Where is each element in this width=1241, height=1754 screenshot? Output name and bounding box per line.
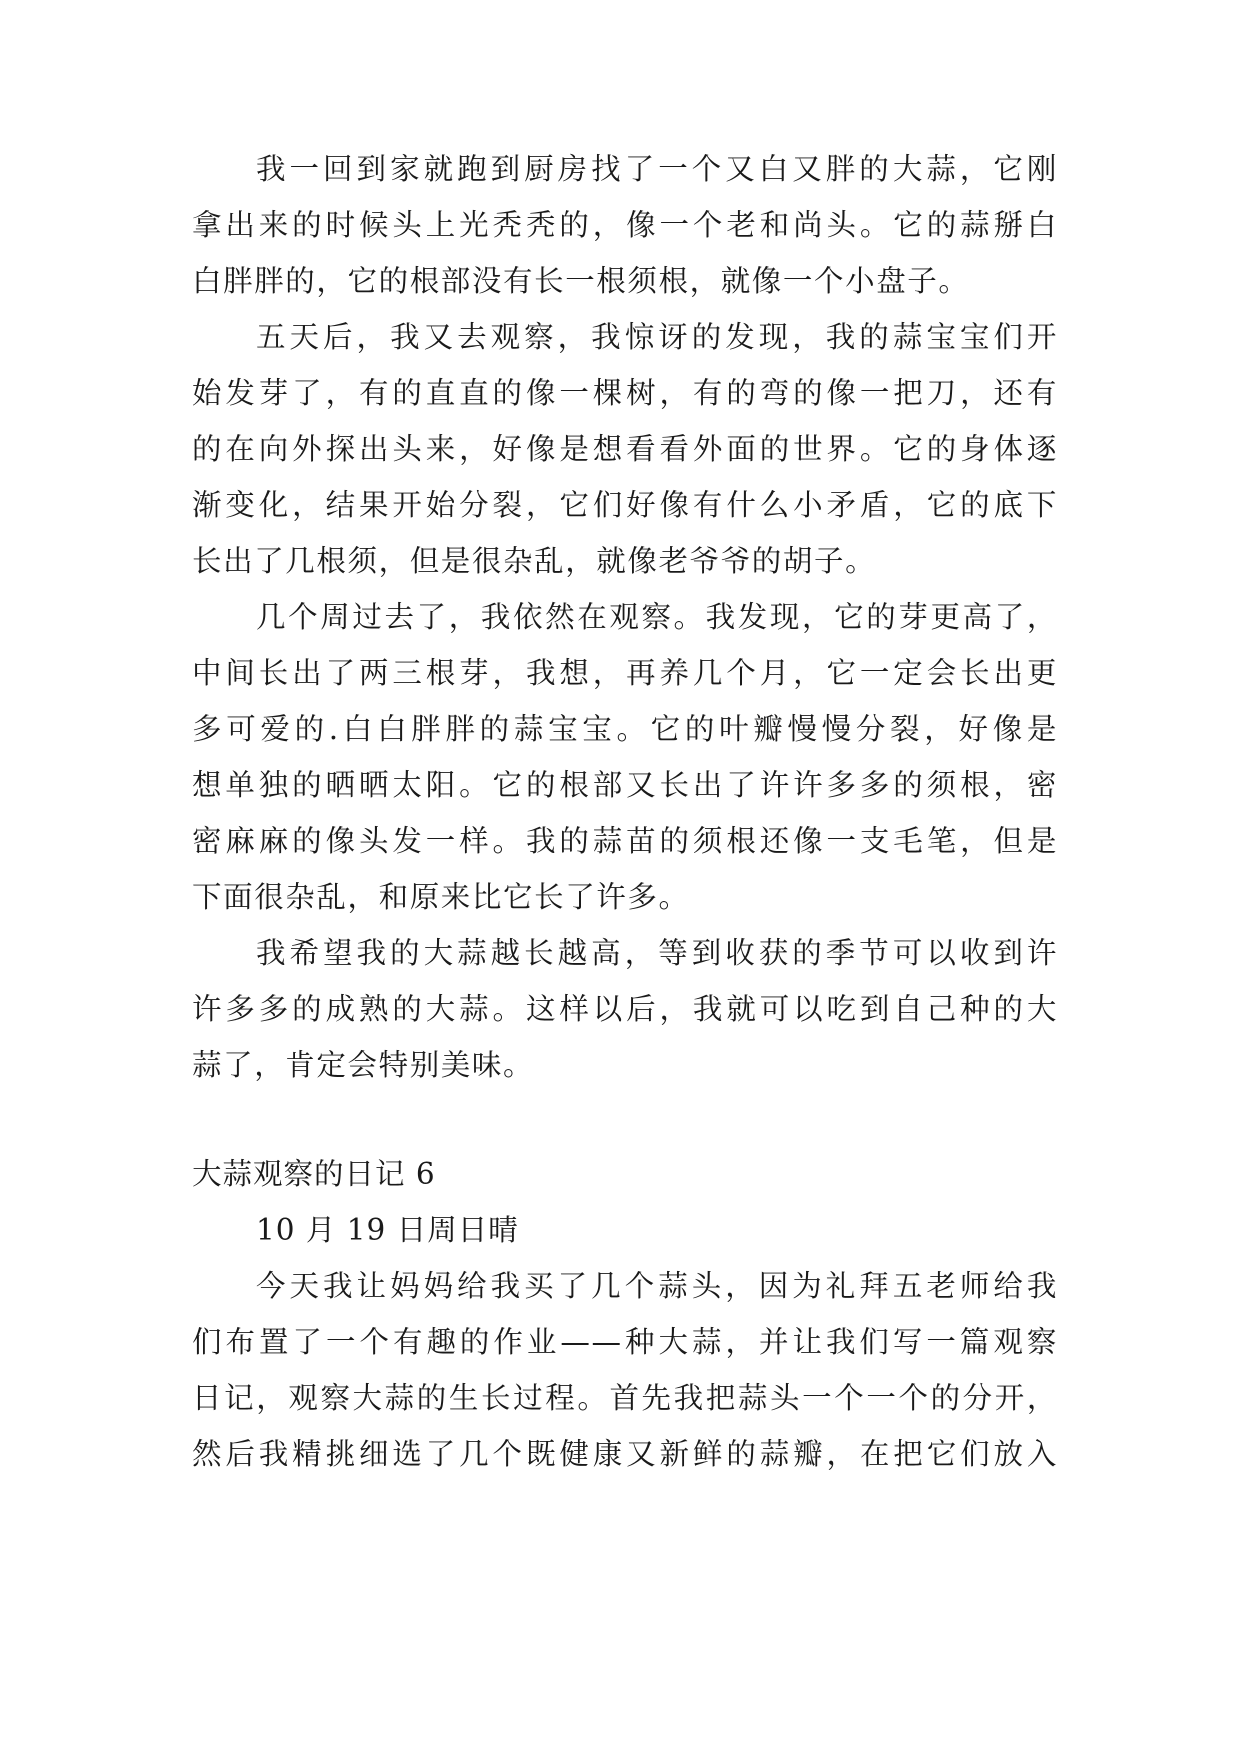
paragraph-5-line-4: 然后我精挑细选了几个既健康又新鲜的蒜瓣，在把它们放入 [192,1437,1058,1471]
paragraph-3-line-6: 下面很杂乱，和原来比它长了许多。 [192,880,690,914]
paragraph-2-line-1: 五天后，我又去观察，我惊讶的发现，我的蒜宝宝们开 [256,320,1058,354]
paragraph-2-line-2: 始发芽了，有的直直的像一棵树，有的弯的像一把刀，还有 [192,376,1058,410]
paragraph-4-line-2: 许多多的成熟的大蒜。这样以后，我就可以吃到自己种的大 [192,992,1058,1026]
diary-entry-title: 大蒜观察的日记 6 [192,1157,436,1191]
paragraph-2-line-4: 渐变化，结果开始分裂，它们好像有什么小矛盾，它的底下 [192,488,1058,522]
paragraph-2-line-5: 长出了几根须，但是很杂乱，就像老爷爷的胡子。 [192,544,877,578]
paragraph-5-line-3: 日记，观察大蒜的生长过程。首先我把蒜头一个一个的分开， [192,1381,1058,1415]
paragraph-5-line-1: 今天我让妈妈给我买了几个蒜头，因为礼拜五老师给我 [256,1269,1058,1303]
paragraph-3-line-4: 想单独的晒晒太阳。它的根部又长出了许许多多的须根，密 [192,768,1058,802]
paragraph-1-line-1: 我一回到家就跑到厨房找了一个又白又胖的大蒜，它刚 [256,152,1058,186]
paragraph-4-line-3: 蒜了，肯定会特别美味。 [192,1048,535,1082]
paragraph-5-line-2: 们布置了一个有趣的作业——种大蒜，并让我们写一篇观察 [192,1325,1058,1359]
paragraph-3-line-1: 几个周过去了，我依然在观察。我发现，它的芽更高了， [256,600,1058,634]
diary-entry-date: 10 月 19 日周日晴 [256,1213,519,1247]
paragraph-1-line-2: 拿出来的时候头上光秃秃的，像一个老和尚头。它的蒜掰白 [192,208,1058,242]
paragraph-4-line-1: 我希望我的大蒜越长越高，等到收获的季节可以收到许 [256,936,1058,970]
paragraph-2-line-3: 的在向外探出头来，好像是想看看外面的世界。它的身体逐 [192,432,1058,466]
paragraph-3-line-3: 多可爱的.白白胖胖的蒜宝宝。它的叶瓣慢慢分裂，好像是 [192,712,1058,746]
paragraph-3-line-2: 中间长出了两三根芽，我想，再养几个月，它一定会长出更 [192,656,1058,690]
paragraph-3-line-5: 密麻麻的像头发一样。我的蒜苗的须根还像一支毛笔，但是 [192,824,1058,858]
paragraph-1-line-3: 白胖胖的，它的根部没有长一根须根，就像一个小盘子。 [192,264,970,298]
